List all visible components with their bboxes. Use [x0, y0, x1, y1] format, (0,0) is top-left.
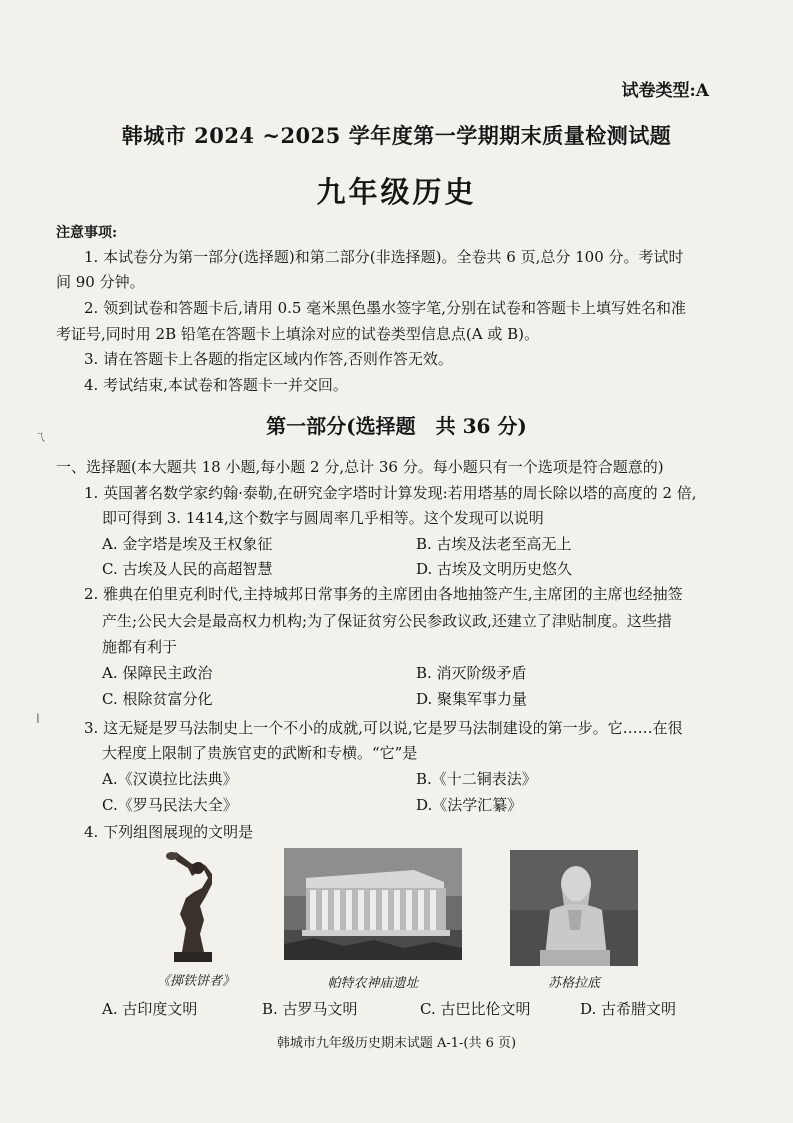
caption-parthenon: 帕特农神庙遗址 — [327, 976, 419, 991]
question-2-line1: 2. 雅典在伯里克利时代,主持城邦日常事务的主席团由各地抽签产生,主席团的主席也经抽签 — [84, 585, 683, 603]
exam-title: 韩城市 2024 ~2025 学年度第一学期期末质量检测试题 — [121, 123, 672, 148]
question-4-line1: 4. 下列组图展现的文明是 — [84, 823, 254, 841]
q1-option-d[interactable]: D. 古埃及文明历史悠久 — [416, 560, 573, 578]
discobolus-image — [160, 848, 226, 964]
q1-option-b[interactable]: B. 古埃及法老至高无上 — [416, 535, 572, 553]
question-1-line2: 即可得到 3. 1414,这个数字与圆周率几乎相等。这个发现可以说明 — [102, 509, 544, 527]
subject-title: 九年级历史 — [316, 175, 477, 209]
q2-option-a[interactable]: A. 保障民主政治 — [102, 664, 213, 682]
question-1-line1: 1. 英国著名数学家约翰·泰勒,在研究金字塔时计算发现:若用塔基的周长除以塔的高度的 2 倍, — [84, 484, 697, 502]
section-title: 第一部分(选择题 共 36 分) — [266, 414, 527, 438]
caption-socrates: 苏格拉底 — [547, 976, 600, 991]
parthenon-image — [284, 848, 462, 960]
page-footer: 韩城市九年级历史期末试题 A-1-(共 6 页) — [276, 1036, 517, 1051]
paper-type: 试卷类型:A — [621, 81, 709, 101]
q2-option-d[interactable]: D. 聚集军事力量 — [416, 690, 528, 708]
q1-option-c[interactable]: C. 古埃及人民的高超智慧 — [102, 560, 273, 578]
q3-option-c[interactable]: C.《罗马民法大全》 — [102, 796, 238, 814]
q3-option-d[interactable]: D.《法学汇纂》 — [416, 796, 523, 814]
q4-option-c[interactable]: C. 古巴比伦文明 — [420, 1000, 531, 1018]
margin-mark-2: ǀ — [36, 712, 40, 727]
question-3-line2: 大程度上限制了贵族官吏的武断和专横。“它”是 — [102, 744, 418, 762]
note-3: 3. 请在答题卡上各题的指定区域内作答,否则作答无效。 — [84, 350, 453, 368]
q3-option-b[interactable]: B.《十二铜表法》 — [416, 770, 537, 788]
note-2-line1: 2. 领到试卷和答题卡后,请用 0.5 毫米黑色墨水签字笔,分别在试卷和答题卡上填写姓名和准 — [84, 299, 687, 317]
socrates-image — [510, 850, 638, 966]
note-1-line1: 1. 本试卷分为第一部分(选择题)和第二部分(非选择题)。全卷共 6 页,总分 100 分。考试时 — [84, 248, 684, 266]
notes-title: 注意事项: — [56, 225, 118, 241]
q1-option-a[interactable]: A. 金字塔是埃及王权象征 — [102, 535, 273, 553]
q2-option-b[interactable]: B. 消灭阶级矛盾 — [416, 664, 527, 682]
q2-option-c[interactable]: C. 根除贫富分化 — [102, 690, 213, 708]
caption-discobolus: 《掷铁饼者》 — [156, 974, 235, 989]
note-2-line2: 考证号,同时用 2B 铅笔在答题卡上填涂对应的试卷类型信息点(A 或 B)。 — [56, 325, 539, 343]
question-2-line3: 施都有利于 — [102, 638, 178, 656]
q3-option-a[interactable]: A.《汉谟拉比法典》 — [102, 770, 238, 788]
question-3-line1: 3. 这无疑是罗马法制史上一个不小的成就,可以说,它是罗马法制建设的第一步。它……在很 — [84, 719, 683, 737]
q4-option-d[interactable]: D. 古希腊文明 — [580, 1000, 677, 1018]
note-1-line2: 间 90 分钟。 — [56, 273, 145, 291]
margin-mark: ㄟ — [34, 430, 48, 445]
question-2-line2: 产生;公民大会是最高权力机构;为了保证贫穷公民参政议政,还建立了津贴制度。这些措 — [102, 612, 672, 630]
section-instruction: 一、选择题(本大题共 18 小题,每小题 2 分,总计 36 分。每小题只有一个选项是符合题意的) — [56, 458, 664, 476]
q4-option-a[interactable]: A. 古印度文明 — [102, 1000, 198, 1018]
q4-option-b[interactable]: B. 古罗马文明 — [262, 1000, 358, 1018]
note-4: 4. 考试结束,本试卷和答题卡一并交回。 — [84, 376, 348, 394]
